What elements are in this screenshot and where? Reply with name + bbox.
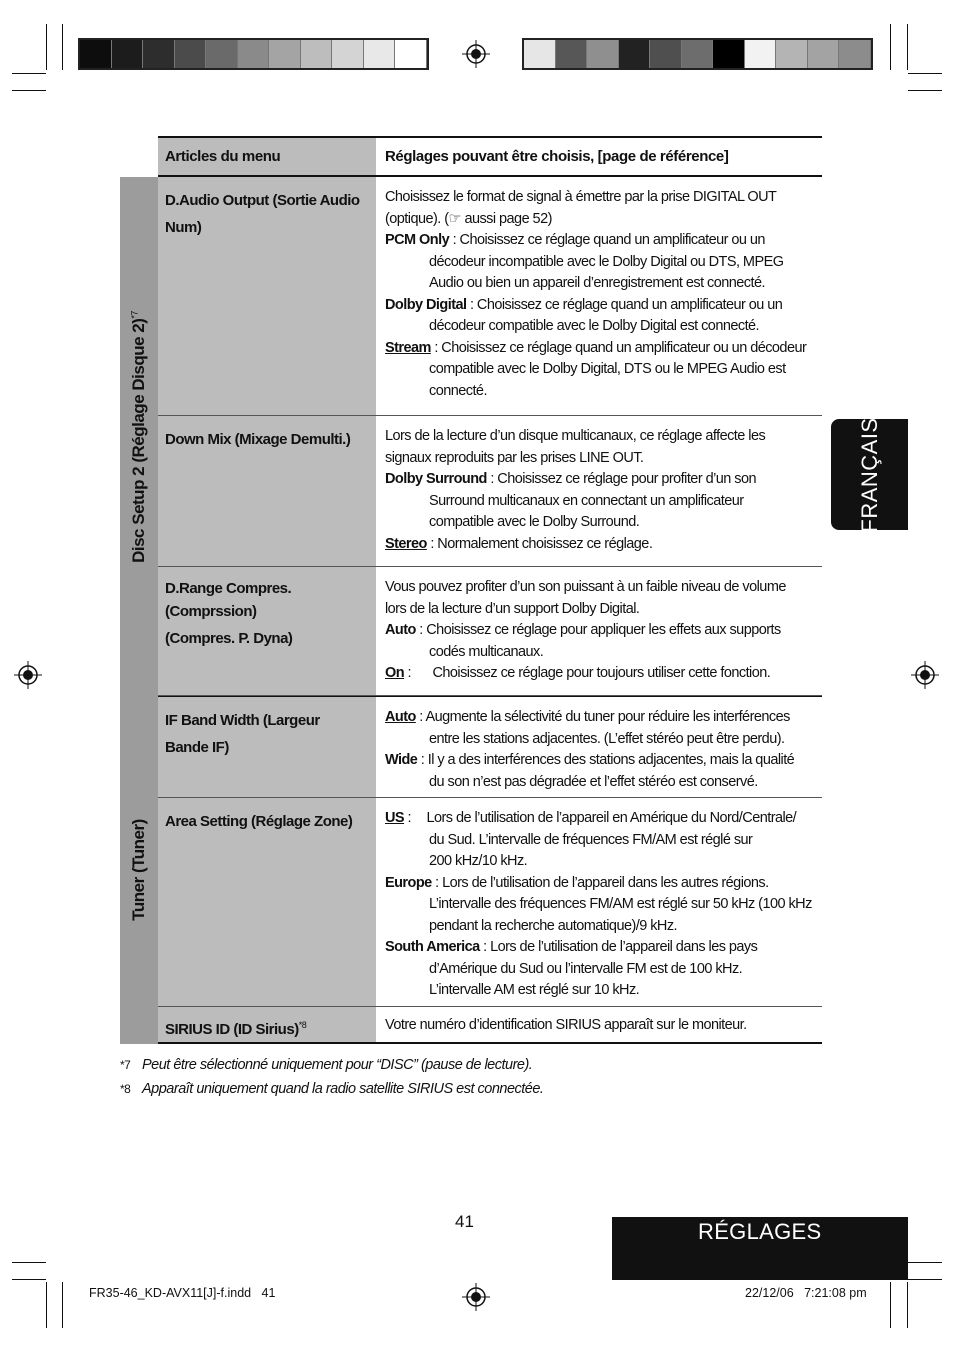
color-swatch	[364, 40, 396, 68]
color-swatch	[619, 40, 651, 68]
color-swatch	[808, 40, 840, 68]
header-settings: Réglages pouvant être choisis, [page de référence]	[385, 148, 729, 165]
registration-mark-icon	[911, 661, 939, 689]
menu-item-description: Votre numéro d’identification SIRIUS apparaît sur le moniteur.	[385, 1017, 747, 1033]
color-swatch	[556, 40, 588, 68]
color-swatch	[332, 40, 364, 68]
footer-file-name: FR35-46_KD-AVX11[J]-f.indd 41	[89, 1286, 276, 1300]
crop-mark	[908, 1262, 942, 1263]
color-swatch-bar-right	[522, 38, 873, 70]
crop-mark	[12, 1262, 46, 1263]
language-tab-label: FRANÇAIS	[856, 416, 882, 533]
footnote-ref: *8	[298, 1020, 307, 1030]
option-stream-default: Stream	[385, 339, 431, 356]
group-label: Tuner (Tuner)	[129, 819, 148, 921]
color-swatch	[650, 40, 682, 68]
option-dolby-surround: Dolby Surround	[385, 471, 487, 487]
crop-mark	[907, 1282, 908, 1328]
crop-mark	[907, 24, 908, 70]
color-swatch	[713, 40, 745, 68]
color-swatch	[143, 40, 175, 68]
table-header	[158, 136, 822, 177]
menu-item-label: Area Setting (Réglage Zone)	[158, 798, 376, 1006]
group-label: Disc Setup 2 (Réglage Disque 2)	[129, 318, 148, 563]
color-swatch	[301, 40, 333, 68]
menu-item-label: IF Band Width (Largeur Bande IF)	[158, 697, 376, 797]
option-wide: Wide	[385, 752, 418, 768]
color-swatch	[524, 40, 556, 68]
option-pcm-only: PCM Only	[385, 232, 450, 248]
header-menu-items: Articles du menu	[158, 138, 376, 175]
crop-mark	[12, 73, 46, 74]
table-row-sirius-id	[158, 1007, 822, 1044]
option-auto: Auto	[385, 622, 416, 638]
color-swatch	[206, 40, 238, 68]
crop-mark	[890, 1282, 891, 1328]
option-dolby-digital: Dolby Digital	[385, 296, 467, 313]
table-row-area-setting	[158, 798, 822, 1007]
color-swatch	[745, 40, 777, 68]
menu-item-description: Choisissez le format de signal à émettre par la prise DIGITAL OUT (optique). (☞ aussi page 52) PCM Only : Choisissez ce réglage quand un amplificateur ou un décodeur incompatible avec le Dolby Digital ou DTS, MPEG Audio ou bien un appareil d’enregistrement est connecté. Dolby Digital : Choisissez ce réglage quand un amplificateur ou un décodeur compatible avec le Dolby Digital est connecté. Stream : Choisissez ce réglage quand un amplificateur ou un décodeur compatible avec le Dolby Digital, DTS ou le MPEG Audio est connecté.	[385, 189, 807, 399]
menu-item-label: D.Range Compres. (Comprssion) (Compres. P. Dyna)	[158, 567, 376, 695]
crop-mark	[62, 1282, 63, 1328]
color-swatch	[587, 40, 619, 68]
menu-item-description: US : Lors de l’utilisation de l’appareil en Amérique du Nord/Centrale/ du Sud. L’intervalle de fréquences FM/AM est réglé sur 200 kHz/10 kHz. Europe : Lors de l’utilisation de l’appareil dans les autres régions. L’intervalle des fréquences FM/AM est réglé sur 50 kHz (100 kHz pendant la recherche automatique)/9 kHz. South America : Lors de l’utilisation de l’appareil dans les pays d’Amérique du Sud ou l’intervalle FM est de 100 kHz. L’intervalle AM est réglé sur 10 kHz.	[385, 810, 812, 998]
color-swatch	[682, 40, 714, 68]
color-swatch	[238, 40, 270, 68]
menu-item-label: D.Audio Output (Sortie Audio Num)	[158, 177, 376, 415]
crop-mark	[908, 1279, 942, 1280]
color-swatch-bar-left	[78, 38, 429, 70]
page-reference-icon: ☞	[448, 210, 461, 227]
color-swatch	[269, 40, 301, 68]
language-tab	[831, 416, 908, 533]
option-europe: Europe	[385, 874, 432, 891]
crop-mark	[908, 90, 942, 91]
footnote-ref: *7	[129, 310, 140, 319]
option-auto-default: Auto	[385, 709, 416, 725]
page-number: 41	[455, 1212, 474, 1231]
color-swatch	[776, 40, 808, 68]
color-swatch	[395, 40, 427, 68]
option-on-default: On	[385, 665, 405, 681]
color-swatch	[839, 40, 871, 68]
footnote: *7 Peut être sélectionné uniquement pour “DISC” (pause de lecture).	[120, 1057, 533, 1073]
option-us-default: US	[385, 810, 405, 826]
color-swatch	[112, 40, 144, 68]
footnotes	[120, 1053, 822, 1101]
registration-mark-icon	[462, 40, 490, 68]
color-swatch	[80, 40, 112, 68]
table-row-if-band-width	[158, 696, 822, 798]
table-row-down-mix	[158, 416, 822, 567]
crop-mark	[46, 24, 47, 70]
option-south-america: South America	[385, 939, 480, 955]
registration-mark-icon	[14, 661, 42, 689]
crop-mark	[12, 1279, 46, 1280]
menu-item-label: Down Mix (Mixage Demulti.)	[158, 416, 376, 566]
crop-mark	[890, 24, 891, 70]
section-title: RÉGLAGES	[612, 1217, 908, 1280]
menu-item-description: Auto : Augmente la sélectivité du tuner pour réduire les interférences entre les stations adjacentes. (L’effet stéréo peut être perdu). Wide : Il y a des interférences des stations adjacentes, mais la qualité du son n’est pas dégradée et l’effet stéréo est conservé.	[385, 709, 795, 790]
color-swatch	[175, 40, 207, 68]
option-stereo-default: Stereo	[385, 535, 427, 552]
group-tuner	[120, 696, 158, 1044]
crop-mark	[908, 73, 942, 74]
table-row-daudio-output	[158, 177, 822, 416]
crop-mark	[62, 24, 63, 70]
menu-item-label: SIRIUS ID (ID Sirius)$^{*8}$	[158, 1007, 376, 1042]
menu-item-description: Vous pouvez profiter d’un son puissant à un faible niveau de volume lors de la lecture d’un support Dolby Digital. Auto : Choisissez ce réglage pour appliquer les effets aux supports codés multicanaux. On : Choisissez ce réglage pour toujours utiliser cette fonction.	[385, 579, 786, 681]
group-disc-setup-2	[120, 177, 158, 696]
crop-mark	[46, 1282, 47, 1328]
registration-mark-icon	[462, 1283, 490, 1311]
crop-mark	[12, 90, 46, 91]
table-row-drange-compres	[158, 567, 822, 696]
footer-datetime: 22/12/06 7:21:08 pm	[745, 1286, 867, 1300]
menu-item-description: Lors de la lecture d’un disque multicanaux, ce réglage affecte les signaux reproduits par les prises LINE OUT. Dolby Surround : Choisissez ce réglage pour profiter d’un son Surround multicanaux en connectant un amplificateur compatible avec le Dolby Surround. Stereo : Normalement choisissez ce réglage.	[385, 428, 766, 552]
footnote: *8 Apparaît uniquement quand la radio satellite SIRIUS est connectée.	[120, 1081, 544, 1097]
